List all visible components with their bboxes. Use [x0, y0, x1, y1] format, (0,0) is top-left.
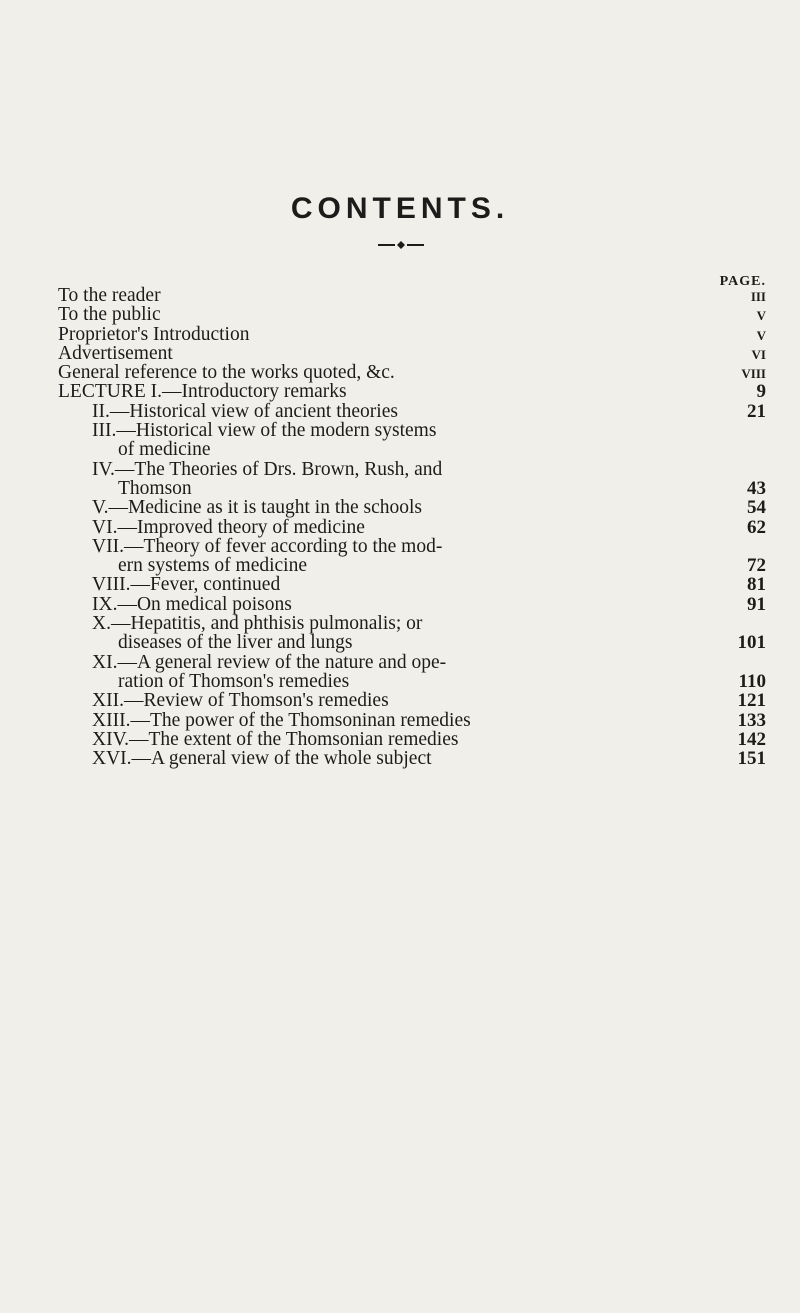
toc-entry-text: To the public — [58, 304, 161, 326]
toc-entry-continuation: diseases of the liver and lungs — [118, 632, 353, 654]
toc-entry-text: To the reader — [58, 285, 161, 306]
toc-entry-page: 121 — [737, 690, 766, 712]
ornament-divider — [378, 240, 424, 250]
toc-entry — [58, 518, 778, 537]
toc-entry-page: vi — [751, 342, 766, 363]
table-of-contents — [58, 286, 778, 768]
toc-entry-page: v — [756, 323, 766, 344]
toc-entry-page: 43 — [747, 477, 766, 499]
toc-entry — [58, 749, 778, 768]
toc-entry-text: LECTURE I.—Introductory remarks — [58, 381, 347, 403]
toc-entry-text: VI.—Improved theory of medicine — [92, 516, 365, 538]
toc-entry — [58, 363, 778, 382]
toc-entry-page: 62 — [747, 516, 766, 538]
toc-entry-continuation: Thomson — [118, 477, 192, 499]
toc-entry — [58, 614, 778, 653]
toc-entry-continuation: ern systems of medicine — [118, 555, 307, 577]
toc-entry-page: iii — [750, 285, 766, 305]
toc-entry — [58, 421, 778, 460]
toc-entry-text: VIII.—Fever, continued — [92, 574, 281, 596]
toc-entry-page: viii — [741, 362, 766, 383]
page-column-header: PAGE. — [719, 274, 766, 289]
toc-entry-text: III.—Historical view of the modern systems — [92, 420, 437, 442]
toc-entry-page: v — [756, 304, 766, 325]
toc-entry — [58, 305, 778, 324]
toc-entry-page: 9 — [756, 381, 766, 403]
toc-entry-text: XII.—Review of Thomson's remedies — [92, 690, 389, 712]
toc-entry — [58, 691, 778, 710]
toc-entry — [58, 498, 778, 517]
toc-entry-text: General reference to the works quoted, &c. — [58, 362, 395, 384]
toc-entry-text: VII.—Theory of fever according to the mod- — [92, 535, 443, 557]
toc-entry-text: XIII.—The power of the Thomsoninan remedies — [92, 709, 471, 731]
toc-entry-page: 142 — [737, 728, 766, 750]
toc-entry-text: XVI.—A general view of the whole subject — [92, 748, 432, 770]
toc-entry-page: 21 — [747, 400, 766, 422]
toc-entry-page: 72 — [747, 555, 766, 577]
toc-entry — [58, 344, 778, 363]
toc-entry — [58, 575, 778, 594]
toc-entry-page: 81 — [747, 574, 766, 596]
toc-entry-text: II.—Historical view of ancient theories — [92, 400, 398, 422]
toc-entry-page: 54 — [747, 497, 766, 519]
toc-entry — [58, 382, 778, 401]
toc-entry-text: X.—Hepatitis, and phthisis pulmonalis; or — [92, 613, 423, 635]
toc-entry-page: 151 — [737, 748, 766, 770]
toc-entry — [58, 653, 778, 692]
toc-entry-page: 110 — [738, 670, 766, 692]
page-title: CONTENTS. — [290, 192, 510, 225]
toc-entry — [58, 460, 778, 499]
toc-entry — [58, 537, 778, 576]
toc-entry-text: V.—Medicine as it is taught in the schools — [92, 497, 423, 519]
toc-entry — [58, 730, 778, 749]
toc-entry-page: 133 — [737, 709, 766, 731]
toc-entry — [58, 402, 778, 421]
toc-entry-text: XI.—A general review of the nature and ope- — [92, 651, 447, 673]
toc-entry-text: Advertisement — [58, 342, 173, 364]
toc-entry-continuation: of medicine — [118, 439, 211, 461]
toc-entry-text: XIV.—The extent of the Thomsonian remedies — [92, 728, 459, 750]
toc-entry-page: 101 — [737, 632, 766, 654]
toc-entry-text: Proprietor's Introduction — [58, 323, 250, 345]
toc-entry-page: 91 — [747, 593, 766, 615]
toc-entry-continuation: ration of Thomson's remedies — [118, 670, 350, 692]
toc-entry-text: IV.—The Theories of Drs. Brown, Rush, and — [92, 458, 443, 480]
toc-entry — [58, 286, 778, 305]
toc-entry — [58, 711, 778, 730]
toc-entry-text: IX.—On medical poisons — [92, 593, 292, 615]
toc-entry — [58, 325, 778, 344]
toc-entry — [58, 595, 778, 614]
